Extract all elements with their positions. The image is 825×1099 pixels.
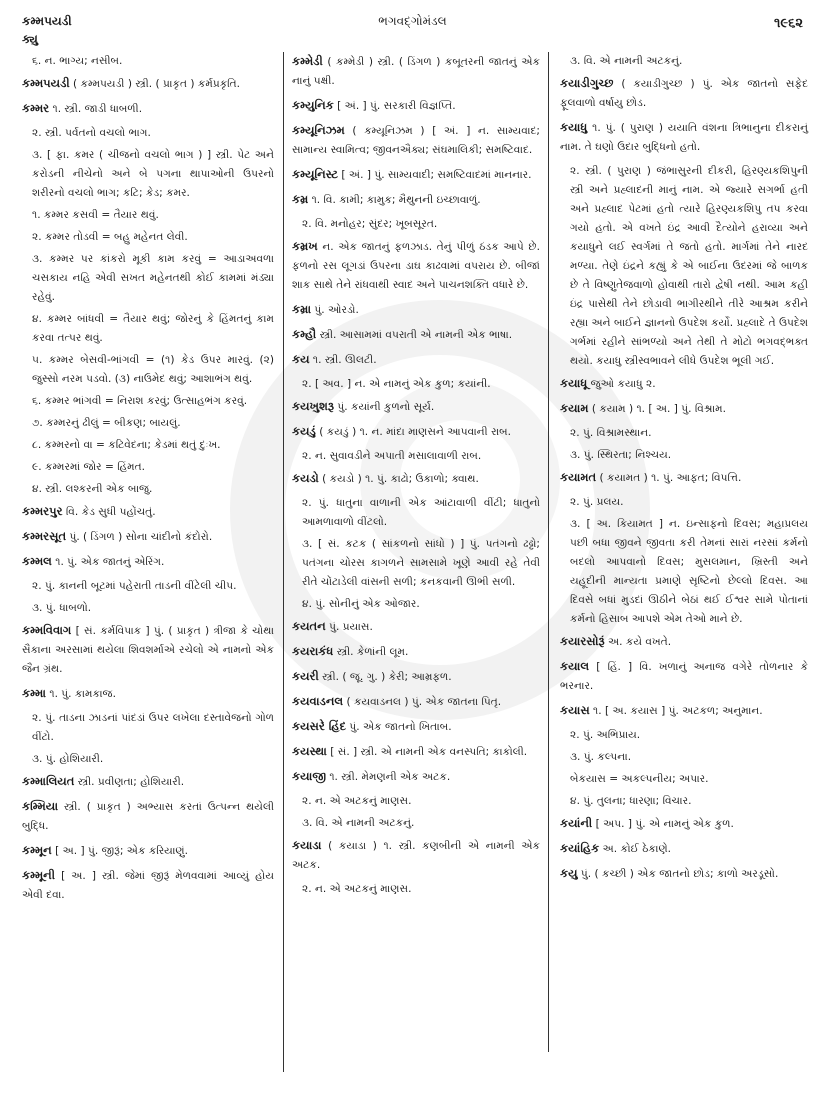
headword: કયાધૂ [560,376,588,390]
entry-sense [22,392,274,411]
definition-text: ( કયામત ) ૧. પું. આફત; વિપત્તિ. [596,472,742,484]
headword: કયસરે હિંદ [292,719,347,733]
headword: કમ્યૂનિઝમ [292,123,345,137]
definition-text: પું. કયાંની કુળનો સૂર્ય. [333,401,435,413]
book-title: ભગવદ્ગોમંડલ [378,14,447,28]
dictionary-entry [560,657,808,696]
definition-text: [ અપ. ] પું. એ નામનું એક કુળ. [592,818,734,830]
definition-text: [ અં. ] પું. સરકારી વિજ્ઞપ્તિ. [333,100,456,112]
guide-word-last: ક્યુ [22,32,38,46]
entry-sense [22,414,274,433]
dictionary-entry [292,469,540,489]
definition-text: બેકયાસ = અકલ્પનીય; અપાર. [570,773,709,785]
headword: કમ્મિયા [22,799,59,813]
entry-sense [292,595,540,614]
entry-sense [292,215,540,234]
definition-text: ૩. કમ્મર પર કાંકરો મૂકી કામ કરવું = આડાઅવળા ચસકાય નહિ એવી સખત મહેનતથી કોઈ કામમાં મંડ્યા રહેવું. [32,253,274,303]
entry-sense [292,535,540,592]
headword: કમ્મૂની [22,868,56,882]
headword: કમ્મપયડી [22,76,70,90]
entry-sense [560,446,808,465]
definition-text: ૨. પું. તાડના ઝાડનાં પાંદડાં ઉપર લખેલા દસ્તાવેજનો ગોળ વીંટો. [32,712,274,743]
definition-text: પું. ઓરડો. [311,304,359,316]
headword: કમ્મરપુર [22,504,63,518]
definition-text: ( કયાડીગુચ્છ ) પું. એક જાતનો સફેદ ફૂલવાળો વર્ષાયુ છોડ. [560,78,808,109]
headword: કયવાડનલ [292,694,344,708]
headword: કમ્મા [22,686,47,700]
dictionary-entry [22,866,274,905]
dictionary-entry [292,300,540,320]
entry-sense [560,726,808,745]
dictionary-entry [292,667,540,687]
headword: કયાડીગુચ્છ [560,76,614,90]
headword: કમ્મૂન [22,843,52,857]
entry-sense [22,351,274,389]
dictionary-entry [292,350,540,370]
definition-text: પું. પ્રયાસ. [325,621,373,633]
definition-text: સ્ત્રી. આસામમાં વપરાતી એ નામની એક ભાષા. [316,329,513,341]
definition-text: ૨. [ અવ. ] ન. એ નામનું એક કુળ; કયાંની. [302,378,491,390]
definition-text: જુઓ કયાધુ ૨. [587,378,656,390]
entry-sense [560,748,808,767]
definition-text: ૧. સ્ત્રી. મેમણની એક અટક. [326,771,451,783]
guide-word-first: કમ્મપયડી [22,14,72,28]
dictionary-entry [560,374,808,394]
definition-text: ન. એક જાતનું ફળઝાડ. તેનું પીળું ઠંડક આપે છે. ફળનો રસ લૂગડાં ઉપરના ડાઘ કાઢવામાં વપરાય છે. બીજાં શાક સાથે તેને રાંધવાથી સ્વાદ અને પાચનશક્તિ વધારે છે. [292,241,540,291]
definition-text: ( કયાડા ) ૧. સ્ત્રી. કણબીની એ નામની એક અટક. [292,840,540,871]
headword: કય [292,352,310,366]
definition-text: ( કમ્યૂનિઝમ ) [ અં. ] ન. સામ્યવાદ; સામાન્ય સ્વામિત્વ; જીવનઐક્ય; સંઘમાલિકી; સમષ્ટિવાદ. [292,125,540,156]
dictionary-entry [560,814,808,834]
headword: કયાંની [560,816,593,830]
dictionary-entry [22,797,274,836]
definition-text: ૨. ન. સુવાવડીને અપાતી મસાલાવાળી રાબ. [302,450,482,462]
definition-text: [ અ. ] સ્ત્રી. જેમાં જીરૂં મેળવવામાં આવ્યું હોય એવી દવા. [22,870,274,901]
definition-text: ૪. કમ્મર બાંધવી = તૈયાર થવું; જોરનું કે હિંમતનું કામ કરવા તત્પર થવું. [32,313,274,344]
entry-sense [22,146,274,203]
definition-text: ૪. પું. સોનીનું એક ઓજાર. [302,598,420,610]
entry-sense [292,375,540,394]
entry-sense [292,494,540,532]
dictionary-entry [292,397,540,417]
dictionary-entry [22,502,274,522]
headword: કયાડા [292,838,322,852]
dictionary-entry [292,742,540,762]
definition-text: ૨. ન. એ અટકનું માણસ. [302,883,412,895]
definition-text: ૪. સ્ત્રી. લશ્કરની એક બાજુ. [32,483,153,495]
entry-sense [560,52,808,71]
entry-sense [22,52,274,71]
column-3 [560,52,808,889]
dictionary-entry [22,684,274,704]
entry-sense [22,480,274,499]
definition-text: ૨. પું. ધાતુના વાળાની એક આંટાવાળી વીંટી; ધાતુનો આમળાવાળો વીંટલો. [302,497,540,528]
dictionary-entry [22,621,274,679]
dictionary-entry [560,118,808,157]
definition-text: અ. કયે વખતે. [604,636,672,648]
dictionary-entry [292,165,540,185]
definition-text: [ સં. ] સ્ત્રી. એ નામની એક વનસ્પતિ; કાકોલી. [326,746,528,758]
definition-text: ૨. સ્ત્રી. ( પુરાણ ) જંભાસુરની દીકરી, હિરણ્યકશિપુની સ્ત્રી અને પ્રહ્લાદની માનું નામ. એ જ્યારે સગર્ભા હતી અને પ્રહ્લાદ પેટમાં હતો ત્યારે હિરણ્યકશિપુ તપ કરવા ગયો હતો. એ વખતે ઇંદ્ર આવી દૈત્યોને હરાવ્યા અને કયાધુને લઈ સ્વર્ગમાં તે જતો હતો. માર્ગમાં તેને નારદ મળ્યા. તેણે ઇંદ્રને કહ્યું કે એ બાઈના ઉદરમાં જે બાળક છે તે વિષ્ણુતેજવાળો હોવાથી તારો દ્વેષી નથી. આમ કહી ઇંદ્ર પાસેથી તેને છોડાવી ભાગીરથીને તીરે આશ્રમ કરીને રહ્યા અને બાઈને જ્ઞાનનો ઉપદેશ કર્યો. પ્રહ્લાદે તે ઉપદેશ ગર્ભમાં રહીને સાંભળ્યો અને તેથી તે મોટો ભગવદ્ભક્ત થયો. કયાધુ સ્ત્રીસ્વભાવને લીધે ઉપદેશ ભૂલી ગઈ. [570,165,808,367]
headword: કયારસોરૂં [560,634,605,648]
dictionary-entry [292,617,540,637]
headword: કયરાકંધ [292,644,334,658]
dictionary-entry [292,717,540,737]
definition-text: ૧. કમ્મર કસવી = તૈયાર થવું. [32,209,159,221]
dictionary-entry [292,237,540,295]
headword: કયતન [292,619,326,633]
definition-text: ૩. પું. સ્થિરતા; નિશ્ચય. [570,449,672,461]
definition-text: ૬. કમ્મર ભાંગવી = નિરાશ કરવું; ઉત્સાહભંગ કરવું. [32,395,248,407]
definition-text: ( કયડો ) ૧. પું. કાઢો; ઉકાળો; ક્વાથ. [318,473,479,485]
headword: કયડો [292,471,319,485]
definition-text: ( કયડું ) ૧. ન. માંદા માણસને આપવાની રાબ. [315,426,512,438]
entry-sense [22,250,274,307]
definition-text: ૨. સ્ત્રી. પર્વતનો વચલો ભાગ. [32,127,151,139]
headword: કયુ [560,866,578,880]
definition-text: ૨. પું. વિશ્રામસ્થાન. [570,427,652,439]
definition-text: ૨. ન. એ અટકનું માણસ. [302,795,412,807]
definition-text: ૩. [ સં. કટક ( સાંકળનો સાંધો ) ] પું. પતંગનો ઢઢ્ઢો; પતંગના ચોરસ કાગળને સામસામે ખૂણે આવી રહે તેવી રીતે ચોંટાડેલી વાંસની સળી; કનકવાની ઊભી સળી. [302,538,540,588]
dictionary-columns [0,52,825,1099]
entry-sense [560,770,808,789]
dictionary-entry [292,190,540,210]
definition-text: ૧. પું. કામકાજ. [46,688,116,700]
dictionary-entry [292,836,540,875]
dictionary-entry [560,74,808,113]
entry-sense [22,310,274,348]
dictionary-entry [22,74,274,94]
definition-text: ૧. સ્ત્રી. ઊલટી. [309,354,377,366]
dictionary-entry [560,632,808,652]
entry-sense [22,228,274,247]
definition-text: ૨. પું. અભિપ્રાય. [570,729,641,741]
dictionary-entry [22,99,274,119]
entry-sense [22,206,274,225]
definition-text: ( કમ્મેડી ) સ્ત્રી. ( ડિંગળ ) કબૂતરની જાતનું એક નાનું પક્ષી. [292,56,540,87]
definition-text: ૧. પું. એક જાતનું એરિંગ. [51,556,165,568]
definition-text: ૩. વિ. એ નામની અટકનું. [570,55,683,67]
column-2 [292,52,540,902]
definition-text: ૧. વિ. કામી; કામુક; મૈથુનની ઇચ્છાવાળું. [308,194,481,206]
dictionary-entry [292,767,540,787]
definition-text: ( કયામ ) ૧. [ અ. ] પું. વિશ્રામ. [588,403,726,415]
definition-text: વિ. કેડ સુધી પહોંચતું. [62,506,156,518]
headword: કયખુશરૂ [292,399,334,413]
column-1 [22,52,274,910]
dictionary-entry [292,325,540,345]
definition-text: ૩. [ ફા. કમર ( ચીજનો વચલો ભાગ ) ] સ્ત્રી. પેટ અને કરોડની નીચેનો અને બે પગના થાપાઓની ઉપરનો શરીરનો વચલો ભાગ; કટિ; કેડ; કમર. [32,149,274,199]
entry-sense [292,792,540,811]
definition-text: ૩. પું. ધાબળો. [32,602,92,614]
entry-sense [560,162,808,371]
headword: કયામ [560,401,589,415]
dictionary-entry [292,642,540,662]
page-number: ૧૯૬૨ [774,16,803,31]
definition-text: ૨. પું. પ્રલય. [570,496,624,508]
definition-text: ૩. [ અ. કિયામત ] ન. ઇન્સાફનો દિવસ; મહાપ્રલય પછી બધા જીવને જીવતા કરી તેમનાં સારાં નરસાં કર્મનો બદલો આપવાનો દિવસ; મુસલમાન, ખ્રિસ્તી અને યહૂદીની માન્યતા પ્રમાણે સૃષ્ટિનો છેલ્લો દિવસ. આ દિવસે બધાં મુડદાં ઊઠીને બેઠાં થઈ ઈશ્વર સામે પોતાનાં કર્મનો હિસાબ આપશે એમ તેઓ માને છે. [570,518,808,625]
dictionary-entry [22,527,274,547]
entry-sense [292,447,540,466]
definition-text: ( કયવાડનલ ) પું. એક જાતના પિતૃ. [343,696,502,708]
definition-text: ૨. કમ્મર તોડવી = બહુ મહેનત લેવી. [32,231,188,243]
entry-sense [22,577,274,596]
headword: કયડું [292,424,316,438]
headword: કમ્મરસૂત [22,529,67,543]
definition-text: સ્ત્રી. ( પ્રાકૃત ) અભ્યાસ કરતાં ઉત્પન્ન થયેલી બુદ્ધિ. [22,801,274,832]
dictionary-entry [560,701,808,721]
definition-text: પું. એક જાતનો ખિતાબ. [346,721,452,733]
headword: કમ્રખ [292,239,318,253]
definition-text: [ અ. ] પું. જીરૂં; એક કરિયાણું. [51,845,189,857]
entry-sense [560,792,808,811]
definition-text: [ સં. કર્મવિપાક ] પું. ( પ્રાકૃત ) ત્રીજા કે ચોથા સૈકાના અરસામાં થયેલા શિવશર્માએ રચેલો એ નામનો એક જૈન ગ્રંથ. [22,625,274,675]
definition-text: ૨. વિ. મનોહર; સુંદર; ખૂબસૂરત. [302,218,438,230]
headword: કયામત [560,470,597,484]
entry-sense [560,424,808,443]
entry-sense [292,880,540,899]
headword: કયરી [292,669,319,683]
definition-text: અ. કોઈ ઠેકાણે. [599,843,672,855]
headword: કમ્મર [22,101,50,115]
dictionary-entry [292,692,540,712]
dictionary-entry [292,52,540,91]
definition-text: ( કમ્મપયડી ) સ્ત્રી. ( પ્રાકૃત ) કર્મપ્રકૃતિ. [69,78,240,90]
entry-sense [22,750,274,769]
dictionary-entry [560,839,808,859]
dictionary-entry [292,121,540,160]
dictionary-entry [22,841,274,861]
definition-text: ૯. કમ્મરમાં જોર = હિંમત. [32,461,145,473]
entry-sense [22,124,274,143]
dictionary-entry [292,96,540,116]
entry-sense [22,599,274,618]
dictionary-entry [22,552,274,572]
headword: કયસ્થા [292,744,327,758]
entry-sense [22,709,274,747]
definition-text: ૬. ન. ભાગ્ય; નસીબ. [32,55,123,67]
definition-text: ૧. સ્ત્રી. જાડી ધાબળી. [49,103,143,115]
definition-text: ૧. પું. ( પુરાણ ) યયાતિ વંશના ત્રિભાનુના દીકરાનું નામ. તે ઘણો ઉદાર બુદ્ધિનો હતો. [560,122,808,153]
definition-text: ૧. [ અ. કયાસ ] પું. અટકળ; અનુમાન. [589,705,763,717]
definition-text: ૩. વિ. એ નામની અટકનું. [302,817,415,829]
definition-text: ૨. પું. કાનની બૂટમાં પહેરાતી તાડની વીંટેલી ચીપ. [32,580,237,592]
headword: કયાલ [560,659,590,673]
definition-text: ૭. કમ્મરનું ઢીલું = બીકણ; બાયલું. [32,417,181,429]
dictionary-entry [560,864,808,884]
headword: કમ્ર [292,192,309,206]
page-header [0,0,825,52]
definition-text: ૮. કમ્મરનો વા = કટિવેદના; કેડમાં થતું દુઃખ. [32,439,221,451]
entry-sense [560,515,808,629]
headword: કમ્હૌ [292,327,317,341]
definition-text: સ્ત્રી. ( જૂ. ગુ. ) કેરી; આમ્રફળ. [318,671,452,683]
definition-text: પું. ( કચ્છી ) એક જાતનો છોડ; કાળો અરડૂસો. [577,868,779,880]
entry-sense [292,814,540,833]
entry-sense [22,436,274,455]
definition-text: [ અં. ] પું. સામ્યવાદી; સમષ્ટિવાદમાં માનનાર. [338,169,532,181]
headword: કમ્મલ [22,554,52,568]
dictionary-entry [292,422,540,442]
headword: કમ્યુનિક [292,98,334,112]
dictionary-entry [22,772,274,792]
dictionary-entry [560,399,808,419]
entry-sense [22,458,274,477]
headword: કયાધુ [560,120,588,134]
definition-text: સ્ત્રી. પ્રવીણતા; હોશિયારી. [74,776,185,788]
headword: કયાસ [560,703,590,717]
headword: કયાજી [292,769,326,783]
definition-text: સ્ત્રી. કેળાંની લૂમ. [333,646,409,658]
definition-text: ૪. પું. તુલના; ધારણા; વિચાર. [570,795,692,807]
definition-text: [ હિં. ] વિ. ખળાનું અનાજ વગેરે તોળનાર કે ભરનાર. [560,661,808,692]
definition-text: ૫. કમ્મર બેસવી-ભાંગવી = (૧) કેડ ઉપર મારવું. (૨) જુસ્સો નરમ પડવો. (૩) નાઉમેદ થવું; આશાભંગ થવું. [32,354,274,385]
dictionary-entry [560,468,808,488]
headword: કમ્યૂનિસ્ટ [292,167,339,181]
definition-text: ૩. પું. હોશિયારી. [32,753,104,765]
definition-text: પું. ( ડિંગળ ) સોના ચાંદીનો કંદોરો. [66,531,213,543]
entry-sense [560,493,808,512]
headword: કમ્રા [292,302,312,316]
definition-text: ૩. પું. કલ્પના. [570,751,632,763]
headword: કમ્મવિવાગ [22,623,72,637]
headword: કમ્મેડી [292,54,323,68]
headword: કમ્માલિયત [22,774,75,788]
headword: કયાંહિક [560,841,600,855]
